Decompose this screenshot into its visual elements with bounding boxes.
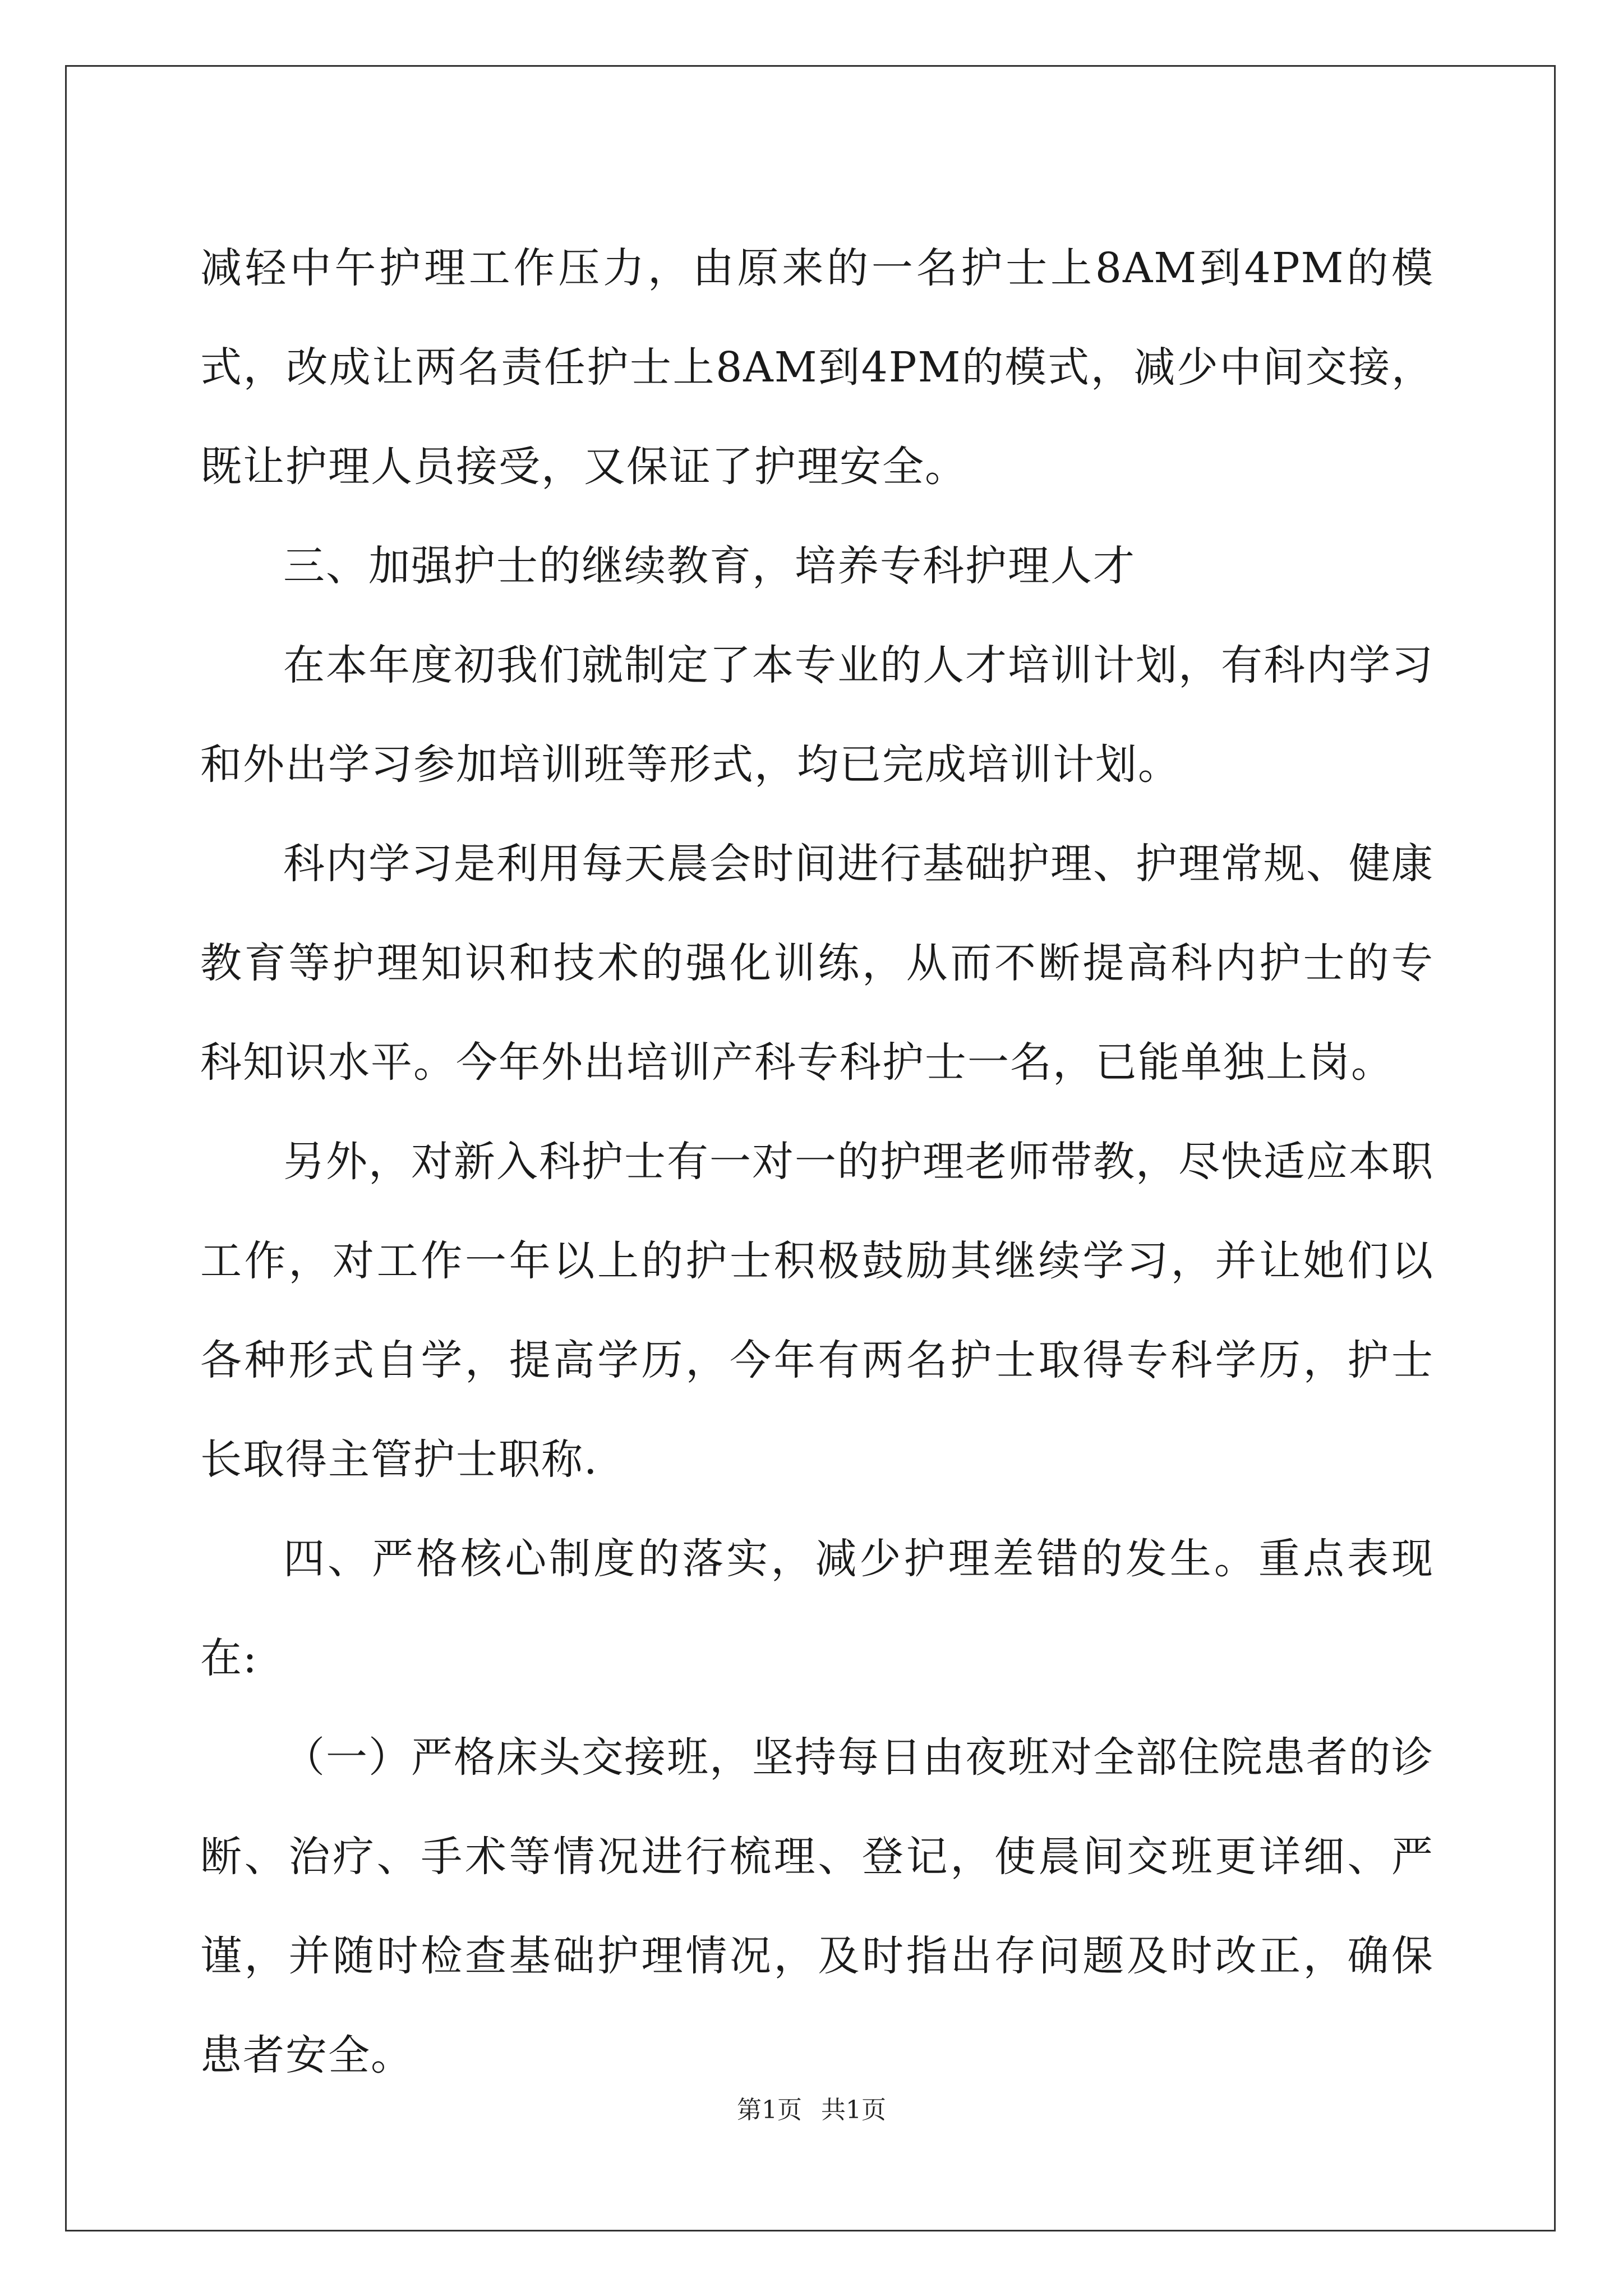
- paragraph-new-nurses: 另外，对新入科护士有一对一的护理老师带教，尽快适应本职工作，对工作一年以上的护士积极鼓励其继续学习，并让她们以各种形式自学，提高学历，今年有两名护士取得专科学历，护士长取得主管护士职称.: [200, 1138, 1434, 1484]
- section-heading-4: 四、严格核心制度的落实，减少护理差错的发生。重点表现在:: [200, 1535, 1434, 1682]
- paragraph-internal-study: 科内学习是利用每天晨会时间进行基础护理、护理常规、健康教育等护理知识和技术的强化训练，从而不断提高科内护士的专科知识水平。今年外出培训产科专科护士一名，已能单独上岗。: [200, 840, 1434, 1087]
- document-body: [200, 219, 1434, 2105]
- page-footer: [0, 2093, 1623, 2127]
- page-total: 共1页: [821, 2096, 886, 2124]
- paragraph-continuation: 减轻中午护理工作压力，由原来的一名护士上8AM到4PM的模式，改成让两名责任护士上8AM到4PM的模式，减少中间交接，既让护理人员接受，又保证了护理安全。: [200, 244, 1434, 491]
- paragraph-training-plan: 在本年度初我们就制定了本专业的人才培训计划，有科内学习和外出学习参加培训班等形式，均已完成培训计划。: [200, 641, 1434, 789]
- page-number: 第1页: [737, 2096, 802, 2124]
- section-heading-3: 三、加强护士的继续教育，培养专科护理人才: [283, 542, 1136, 590]
- paragraph-shift-handover: （一）严格床头交接班，坚持每日由夜班对全部住院患者的诊断、治疗、手术等情况进行梳理、登记，使晨间交班更详细、严谨，并随时检查基础护理情况，及时指出存问题及时改正，确保患者安全。: [200, 1733, 1434, 2079]
